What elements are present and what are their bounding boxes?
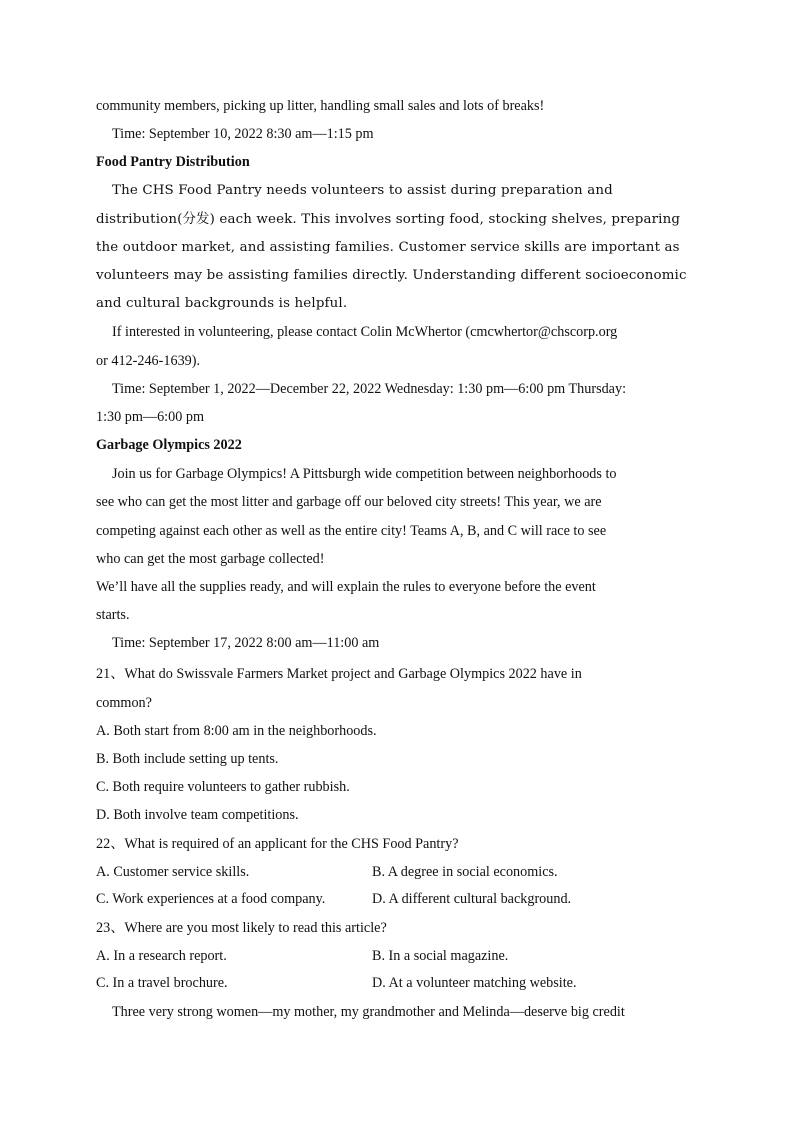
market-description-tail: community members, picking up litter, handling small sales and lots of breaks! bbox=[96, 98, 545, 114]
question-22-options-row-2 bbox=[96, 886, 696, 914]
question-22-option-d: D. A different cultural background. bbox=[372, 891, 572, 908]
pantry-contact-line: or 412-246-1639). bbox=[96, 352, 201, 369]
question-23-option-a: A. In a research report. bbox=[96, 947, 227, 964]
question-23-option-d: D. At a volunteer matching website. bbox=[372, 975, 577, 992]
question-22-option-c: C. Work experiences at a food company. bbox=[96, 891, 326, 908]
question-22-option-a: A. Customer service skills. bbox=[96, 863, 250, 880]
question-23-options-row-2 bbox=[96, 970, 696, 998]
pantry-time-line: Time: September 1, 2022—December 22, 2022 Wednesday: 1:30 pm—6:00 pm Thursday: bbox=[112, 380, 627, 397]
question-21-option-d: D. Both involve team competitions. bbox=[96, 807, 299, 824]
olympics-body-line: competing against each other as well as the entire city! Teams A, B, and C will race to see bbox=[96, 522, 607, 539]
question-21-option-a: A. Both start from 8:00 am in the neighborhoods. bbox=[96, 722, 377, 739]
pantry-contact-line: If interested in volunteering, please contact Colin McWhertor (cmcwhertor@chscorp.org bbox=[112, 324, 618, 341]
question-21-stem: 21、What do Swissvale Farmers Market project and Garbage Olympics 2022 have in bbox=[96, 665, 582, 682]
market-time: Time: September 10, 2022 8:30 am—1:15 pm bbox=[112, 126, 374, 143]
question-23-option-b: B. In a social magazine. bbox=[372, 947, 509, 964]
document-page bbox=[96, 92, 696, 1026]
olympics-supplies-line: starts. bbox=[96, 607, 130, 624]
question-21-option-c: C. Both require volunteers to gather rubbish. bbox=[96, 779, 350, 796]
question-22-options-row-1 bbox=[96, 859, 696, 887]
pantry-body-line: the outdoor market, and assisting families. Customer service skills are important as bbox=[96, 239, 680, 255]
next-passage-first-line: Three very strong women—my mother, my grandmother and Melinda—deserve big credit bbox=[112, 1003, 625, 1020]
question-22-option-b: B. A degree in social economics. bbox=[372, 863, 558, 880]
olympics-heading: Garbage Olympics 2022 bbox=[96, 437, 242, 454]
pantry-body-line: and cultural backgrounds is helpful. bbox=[96, 296, 348, 312]
question-21-stem-cont: common? bbox=[96, 694, 152, 711]
question-23-option-c: C. In a travel brochure. bbox=[96, 975, 228, 992]
olympics-body-line: Join us for Garbage Olympics! A Pittsburgh wide competition between neighborhoods to bbox=[112, 466, 617, 483]
olympics-body-line: who can get the most garbage collected! bbox=[96, 550, 325, 567]
pantry-time-line: 1:30 pm—6:00 pm bbox=[96, 409, 204, 426]
question-22-stem: 22、What is required of an applicant for the CHS Food Pantry? bbox=[96, 835, 459, 852]
olympics-supplies-line: We’ll have all the supplies ready, and will explain the rules to everyone before the event bbox=[96, 579, 596, 596]
pantry-body-line: The CHS Food Pantry needs volunteers to assist during preparation and bbox=[112, 183, 613, 199]
olympics-time: Time: September 17, 2022 8:00 am—11:00 am bbox=[112, 635, 380, 652]
pantry-body-line: volunteers may be assisting families directly. Understanding different socioeconomic bbox=[96, 268, 687, 284]
question-23-options-row-1 bbox=[96, 943, 696, 971]
question-21-option-b: B. Both include setting up tents. bbox=[96, 751, 279, 768]
olympics-body-line: see who can get the most litter and garbage off our beloved city streets! This year, we are bbox=[96, 494, 602, 511]
pantry-heading: Food Pantry Distribution bbox=[96, 154, 250, 171]
pantry-body-line: distribution(分发) each week. This involves sorting food, stocking shelves, preparing bbox=[96, 211, 681, 227]
question-23-stem: 23、Where are you most likely to read this article? bbox=[96, 919, 387, 936]
